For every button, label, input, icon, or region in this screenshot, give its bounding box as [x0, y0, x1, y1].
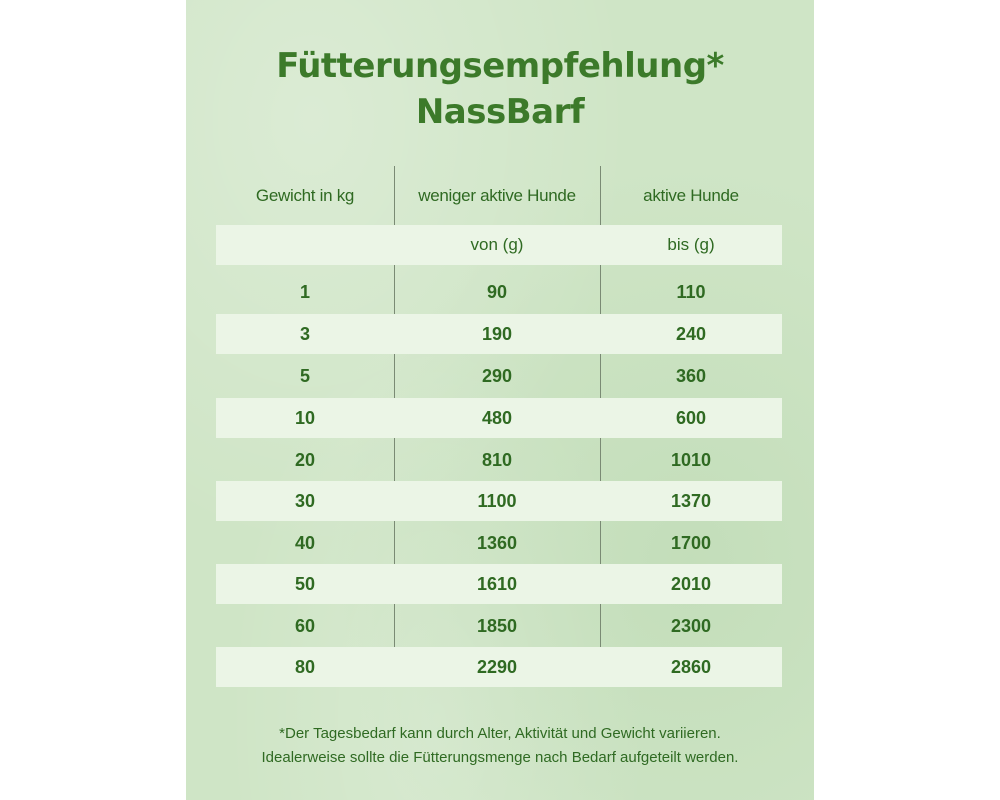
table-row [216, 356, 782, 396]
feeding-panel [186, 0, 814, 800]
active-cell: 2010 [670, 574, 712, 594]
active-cell: 360 [675, 366, 707, 386]
less-active-cell: 290 [481, 366, 513, 386]
footnote-line-1: *Der Tagesbedarf kann durch Alter, Aktivität und Gewicht variieren. [279, 725, 721, 742]
title-line-2: NassBarf [415, 92, 585, 132]
table-row [216, 481, 782, 521]
unit-to: bis (g) [667, 235, 715, 254]
unit-row [216, 225, 782, 265]
weight-cell: 30 [294, 491, 316, 511]
weight-cell: 50 [294, 574, 316, 594]
less-active-cell: 90 [486, 282, 508, 302]
unit-weight [216, 225, 394, 265]
title-line-1: Fütterungsempfehlung* [276, 46, 724, 86]
weight-cell: 10 [294, 408, 316, 428]
table-row [216, 523, 782, 563]
active-cell: 600 [675, 408, 707, 428]
less-active-cell: 810 [481, 450, 513, 470]
footnote-line-2: Idealerweise sollte die Fütterungsmenge nach Bedarf aufgeteilt werden. [261, 749, 739, 766]
header-active: aktive Hunde [643, 186, 739, 205]
weight-cell: 20 [294, 450, 316, 470]
weight-cell: 1 [299, 282, 310, 302]
weight-cell: 40 [294, 533, 316, 553]
header-weight: Gewicht in kg [255, 186, 355, 205]
weight-cell: 5 [299, 366, 310, 386]
table-row [216, 647, 782, 687]
less-active-cell: 190 [481, 324, 513, 344]
less-active-cell: 1100 [477, 491, 517, 511]
active-cell: 110 [676, 282, 706, 302]
active-cell: 2860 [670, 657, 712, 677]
table-row [216, 398, 782, 438]
less-active-cell: 1610 [476, 574, 518, 594]
header-less-active: weniger aktive Hunde [418, 186, 576, 205]
weight-cell: 3 [299, 324, 310, 344]
less-active-cell: 1360 [476, 533, 518, 553]
active-cell: 1370 [670, 491, 712, 511]
less-active-cell: 1850 [476, 616, 518, 636]
unit-from: von (g) [470, 235, 524, 254]
weight-cell: 80 [294, 657, 316, 677]
active-cell: 240 [675, 324, 707, 344]
table-row [216, 440, 782, 480]
less-active-cell: 480 [481, 408, 513, 428]
less-active-cell: 2290 [476, 657, 518, 677]
active-cell: 2300 [670, 616, 712, 636]
active-cell: 1010 [670, 450, 712, 470]
weight-cell: 60 [294, 616, 316, 636]
table-row [216, 606, 782, 646]
table-row [216, 564, 782, 604]
active-cell: 1700 [670, 533, 712, 553]
table-row [216, 314, 782, 354]
table-row [216, 272, 782, 312]
